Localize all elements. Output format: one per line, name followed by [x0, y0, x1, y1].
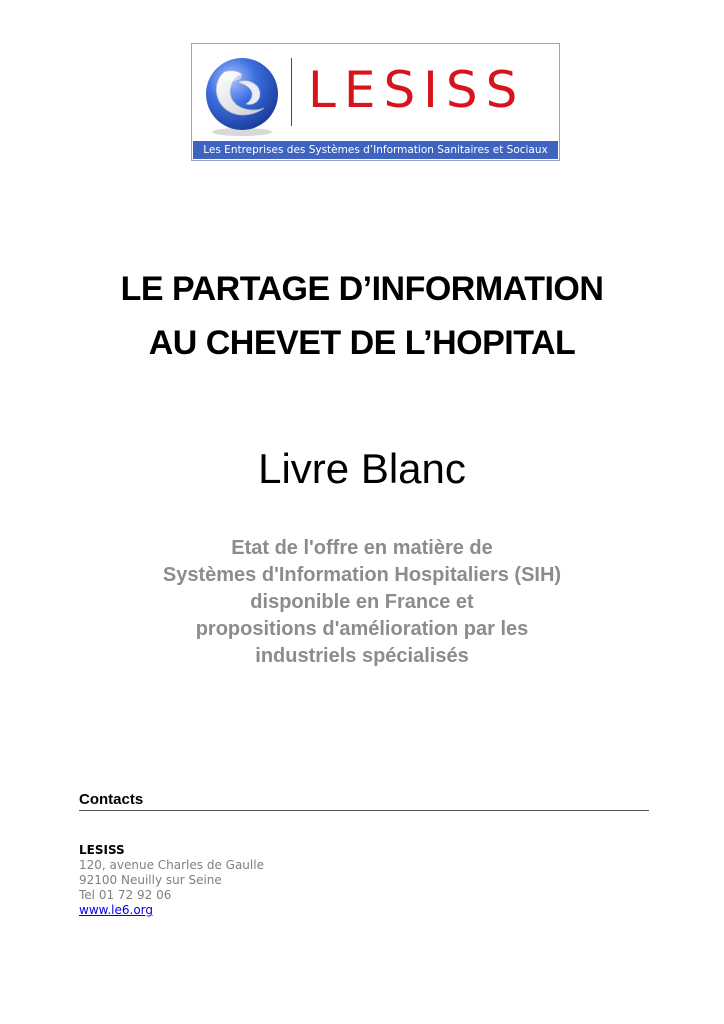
description-line: Etat de l'offre en matière de: [231, 537, 493, 559]
logo-wordmark: LESISS: [308, 61, 526, 119]
description-line: industriels spécialisés: [255, 645, 469, 667]
description-line: propositions d'amélioration par les: [195, 618, 529, 640]
document-description: [60, 535, 664, 670]
lesiss-emblem-icon: [198, 52, 284, 138]
document-title-line-1: LE PARTAGE D’INFORMATION: [120, 270, 604, 308]
contact-website-row: [79, 903, 264, 918]
contact-address-line-1: 120, avenue Charles de Gaulle: [79, 858, 264, 872]
contacts-heading: Contacts: [79, 791, 144, 808]
document-title-line-2: AU CHEVET DE L’HOPITAL: [148, 324, 576, 362]
document-subtitle: Livre Blanc: [258, 445, 466, 492]
contact-address-line-2: 92100 Neuilly sur Seine: [79, 873, 222, 887]
logo-tagline: Les Entreprises des Systèmes d’Information Sanitaires et Sociaux: [193, 141, 558, 159]
logo-divider: [291, 58, 292, 126]
lesiss-logo: [191, 43, 560, 161]
contact-block: [79, 843, 264, 918]
document-title: [40, 262, 684, 370]
contact-phone: Tel 01 72 92 06: [79, 888, 172, 902]
description-line: Systèmes d'Information Hospitaliers (SIH): [162, 564, 562, 586]
description-line: disponible en France et: [250, 591, 474, 613]
contacts-divider: [79, 810, 649, 811]
contact-organization: LESISS: [79, 843, 125, 857]
contact-website-link[interactable]: www.le6.org: [79, 903, 154, 917]
